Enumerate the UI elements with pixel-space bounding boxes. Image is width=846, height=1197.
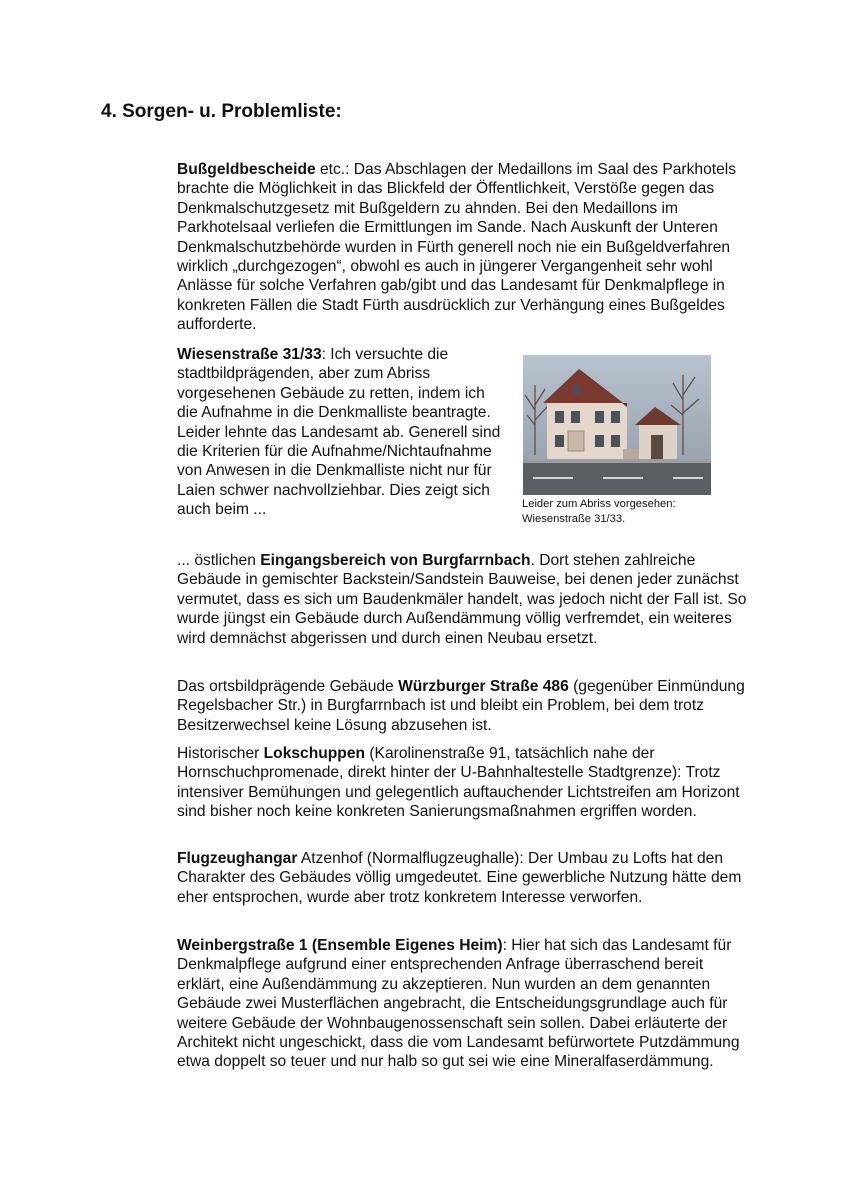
building-photo — [523, 355, 711, 495]
paragraph-flugzeughangar — [177, 849, 747, 907]
paragraph-text: etc.: Das Abschlagen der Medaillons im Saal des Parkhotels brachte die Möglichkeit in das Blickfeld der Öffentlichkeit, Verstöße gegen das Denkmalschutzgesetz mit Bußgeldern zu ahnden. Bei den Medaillons im Parkhotelsaal verliefen die Ermittlungen im Sande. Nach Auskunft der Unteren Denkmalschutzbehörde wurden in Fürth generell noch nie ein Bußgeldverfahren wirklich „durchgezogen“, obwohl es auch in jüngerer Vergangenheit sehr wohl Anlässe für solche Verfahren gab/gibt und das Landesamt für Denkmalpflege in konkreten Fällen die Stadt Fürth ausdrücklich zur Verhängung eines Bußgeldes aufforderte. — [177, 161, 737, 334]
paragraph-prefix: Das ortsbildprägende Gebäude — [177, 678, 399, 695]
paragraph-eingangsbereich — [177, 551, 747, 648]
page-heading: 4. Sorgen- u. Problemliste: — [101, 101, 342, 122]
paragraph-text: : Hier hat sich das Landesamt für Denkmalpflege aufgrund einer entsprechenden Anfrage überraschend bereit erklärt, eine Außendämmung zu akzeptieren. Nun wurden an dem genannten Gebäude zwei Musterflächen angebracht, die Entscheidungsgrundlage auch für weitere Gebäude der Wohnbaugenossenschaft sein sollen. Dabei erläuterte der Architekt nicht ungeschickt, dass die vom Landesamt befürwortete Putzdämmung etwa doppelt so teuer und nur halb so gut sei wie eine Mineralfaserdämmung. — [177, 937, 740, 1071]
paragraph-lokschuppen — [177, 744, 747, 822]
paragraph-wuerzburger-strasse — [177, 677, 747, 735]
paragraph-bussgeldbescheide — [177, 160, 747, 335]
paragraph-title: Weinbergstraße 1 (Ensemble Eigenes Heim) — [177, 937, 503, 954]
paragraph-text: . Dort stehen zahlreiche Gebäude in gemischter Backstein/Sandstein Bauweise, bei denen jeder zunächst vermutet, dass es sich um Baudenkmäler handelt, was jedoch nicht der Fall ist. So wurde jüngst ein Gebäude durch Außendämmung völlig verfremdet, ein weiteres wird demnächst abgerissen und durch einen Neubau ersetzt. — [177, 552, 747, 647]
paragraph-text: (Karolinenstraße 91, tatsächlich nahe der Hornschuchpromenade, direkt hinter der U-Bahnhaltestelle Stadtgrenze): Trotz intensiver Bemühungen und gelegentlich auftauchender Lichtstreifen am Horizont sind bisher noch keine konkreten Sanierungsmaßnahmen ergriffen worden. — [177, 745, 740, 821]
photo-caption — [522, 497, 722, 526]
paragraph-title: Lokschuppen — [263, 745, 366, 762]
paragraph-weinbergstrasse — [177, 936, 747, 1072]
paragraph-wiesenstrasse — [177, 345, 504, 520]
paragraph-prefix: Historischer — [177, 745, 264, 762]
paragraph-title: Wiesenstraße 31/33 — [177, 346, 322, 363]
paragraph-text: (gegenüber Einmündung Regelsbacher Str.) in Burgfarrnbach ist und bleibt ein Problem, bei dem trotz Besitzerwechsel keine Lösung abzusehen ist. — [177, 678, 745, 734]
paragraph-title: Flugzeughangar — [177, 850, 298, 867]
paragraph-text: : Ich versuchte die stadtbildprägenden, aber zum Abriss vorgesehenen Gebäude zu retten, indem ich die Aufnahme in die Denkmalliste beantragte. Leider lehnte das Landesamt ab. Generell sind die Kriterien für die Aufnahme/Nichtaufnahme von Anwesen in die Denkmalliste nicht nur für Laien schwer nachvollziehbar. Dies zeigt sich auch beim ... — [177, 346, 501, 519]
paragraph-title: Bußgeldbescheide — [177, 161, 316, 178]
caption-line-2: Wiesenstraße 31/33. — [522, 512, 626, 525]
paragraph-text: Atzenhof (Normalflugzeughalle): Der Umbau zu Lofts hat den Charakter des Gebäudes völlig umgedeutet. Eine gewerbliche Nutzung hätte dem eher entsprochen, wurde aber trotz konkretem Interesse verworfen. — [177, 850, 742, 906]
caption-line-1: Leider zum Abriss vorgesehen: — [522, 498, 676, 510]
paragraph-prefix: ... östlichen — [177, 552, 261, 569]
paragraph-title: Eingangsbereich von Burgfarrnbach — [260, 552, 531, 569]
paragraph-title: Würzburger Straße 486 — [398, 678, 569, 695]
